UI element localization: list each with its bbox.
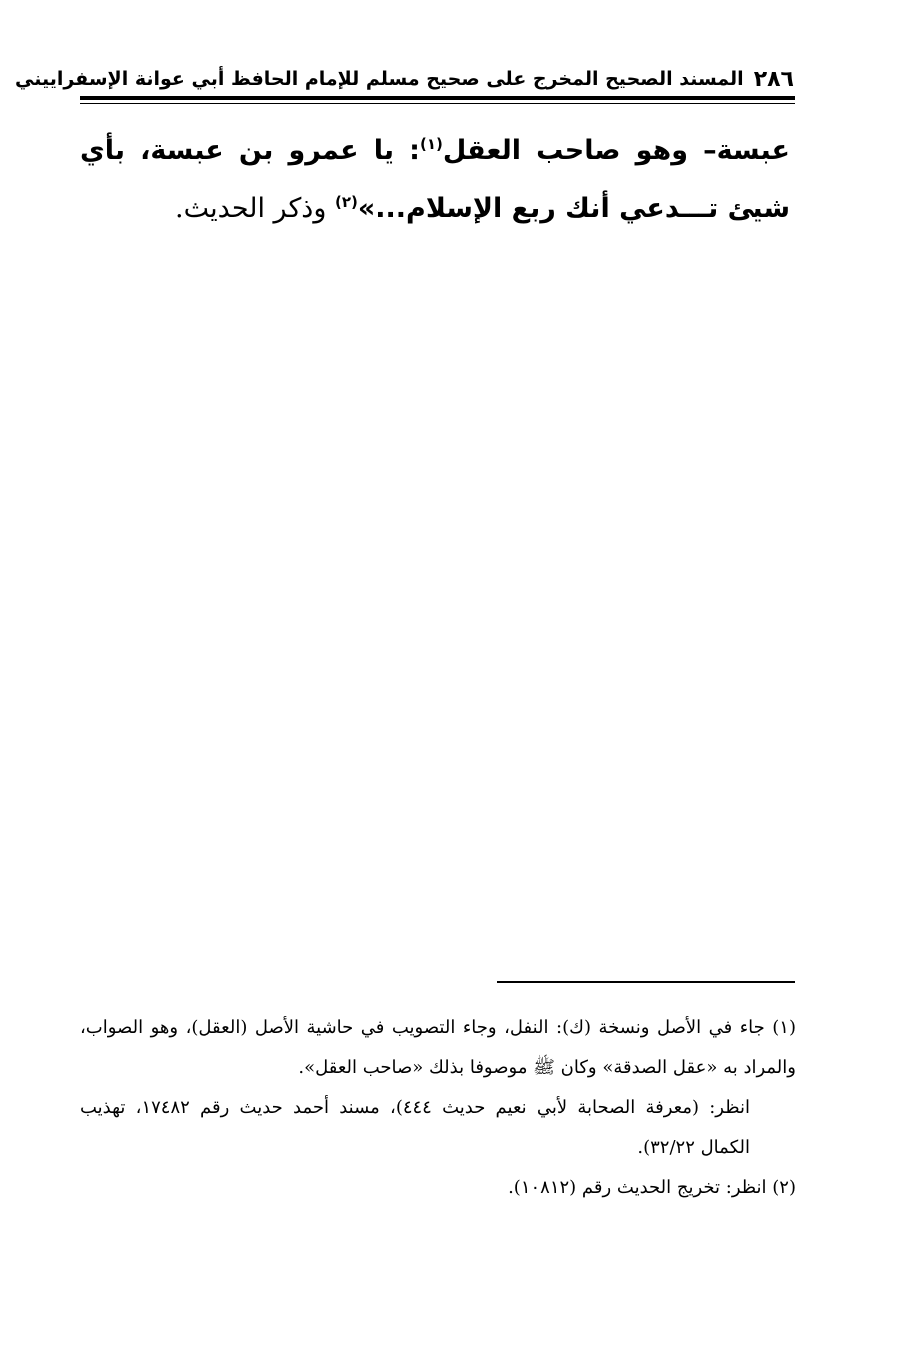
page-number: ٢٨٦ [753, 66, 794, 92]
footnote-ref-2: (٢) [334, 193, 358, 211]
header-rule-thick [80, 96, 795, 100]
footnote-separator [497, 981, 795, 983]
footnote-2: (٢) انظر: تخريج الحديث رقم (١٠٨١٢). [508, 1177, 796, 1198]
main-text-plain: وذكر الحديث. [175, 193, 335, 224]
footnote-1: (١) جاء في الأصل ونسخة (ك): النفل، وجاء التصويب في حاشية الأصل (العقل)، وهو الصواب، والمراد به «عقل الصدقة» وكان ﷺ موصوفا بذلك «صاحب العقل». [80, 1017, 796, 1078]
footnote-ref-1: (١) [419, 135, 443, 153]
main-text-bold-1: عبسة– وهو صاحب العقل [442, 135, 790, 166]
main-text [80, 122, 790, 238]
footnote-1-references: انظر: (معرفة الصحابة لأبي نعيم حديث ٤٤٤)، مسند أحمد حديث رقم ١٧٤٨٢، تهذيب الكمال ٣٢/٢٢). [80, 1097, 750, 1158]
footnotes [80, 1008, 796, 1208]
header-rule-thin [80, 103, 795, 104]
main-text-bold-2: : يا عمرو بن عبسة، بأي شيئ تـــدعي أنك ربع الإسلام...» [80, 135, 790, 224]
book-title: المسند الصحيح المخرج على صحيح مسلم للإمام الحافظ أبي عوانة الإسفراييني [14, 68, 744, 90]
running-header [14, 60, 794, 98]
